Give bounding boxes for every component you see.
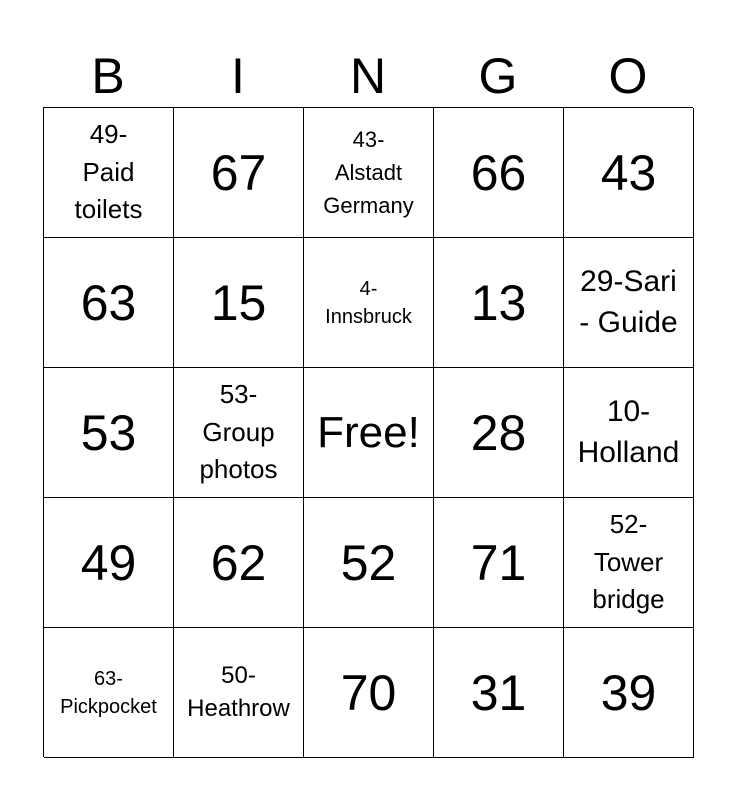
header-letter-n: N xyxy=(349,48,387,104)
bingo-cell-r2c1[interactable]: 63 xyxy=(44,238,174,368)
bingo-cell-r3c2[interactable]: 53- Group photos xyxy=(174,368,304,498)
bingo-cell-r2c2[interactable]: 15 xyxy=(174,238,304,368)
bingo-cell-r1c1[interactable]: 49- Paid toilets xyxy=(44,108,174,238)
bingo-cell-r4c4[interactable]: 71 xyxy=(434,498,564,628)
bingo-cell-r4c5[interactable]: 52- Tower bridge xyxy=(564,498,694,628)
header-letter-b: B xyxy=(91,48,125,104)
bingo-header xyxy=(43,44,693,108)
bingo-cell-r5c4[interactable]: 31 xyxy=(434,628,564,758)
bingo-cell-r1c5[interactable]: 43 xyxy=(564,108,694,238)
bingo-cell-r5c1[interactable]: 63- Pickpocket xyxy=(44,628,174,758)
bingo-cell-r1c4[interactable]: 66 xyxy=(434,108,564,238)
bingo-card xyxy=(43,107,693,757)
header-letter-o: O xyxy=(608,48,648,104)
bingo-cell-r2c5[interactable]: 29-Sari - Guide xyxy=(564,238,694,368)
bingo-cell-r5c3[interactable]: 70 xyxy=(304,628,434,758)
bingo-cell-r2c4[interactable]: 13 xyxy=(434,238,564,368)
bingo-cell-r3c1[interactable]: 53 xyxy=(44,368,174,498)
bingo-cell-r4c2[interactable]: 62 xyxy=(174,498,304,628)
bingo-cell-r3c4[interactable]: 28 xyxy=(434,368,564,498)
bingo-cell-r1c2[interactable]: 67 xyxy=(174,108,304,238)
header-letter-g: G xyxy=(478,48,518,104)
bingo-cell-r2c3[interactable]: 4- Innsbruck xyxy=(304,238,434,368)
bingo-cell-r4c3[interactable]: 52 xyxy=(304,498,434,628)
bingo-cell-r3c5[interactable]: 10- Holland xyxy=(564,368,694,498)
bingo-cell-r5c5[interactable]: 39 xyxy=(564,628,694,758)
bingo-cell-free[interactable]: Free! xyxy=(304,368,434,498)
bingo-cell-r4c1[interactable]: 49 xyxy=(44,498,174,628)
bingo-cell-r5c2[interactable]: 50- Heathrow xyxy=(174,628,304,758)
header-letter-i: I xyxy=(231,48,245,104)
bingo-cell-r1c3[interactable]: 43- Alstadt Germany xyxy=(304,108,434,238)
